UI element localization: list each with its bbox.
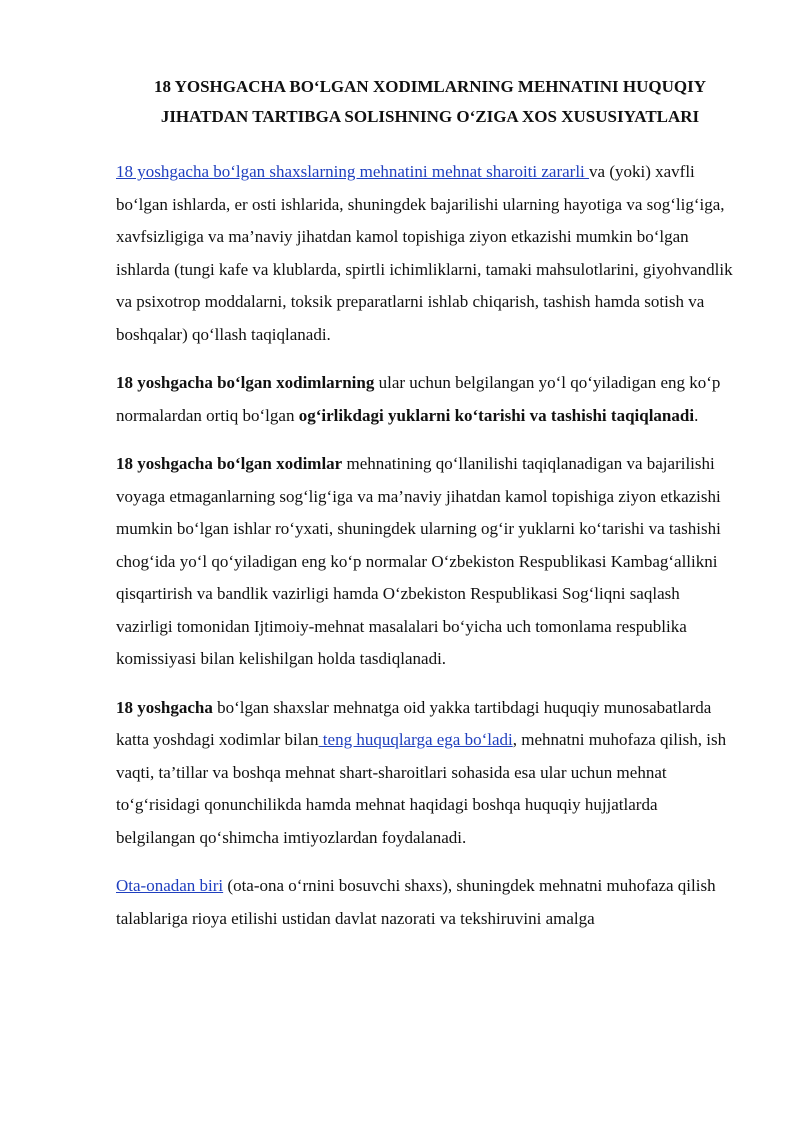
paragraph-4-text-end: , mehnatni muhofaza qilish, ish vaqti, ta’tillar va boshqa mehnat shart-sharoitlari sohasida esa ular uchun mehnat to‘g‘risidagi qonunchilikda hamda mehnat haqidagi boshqa huquqiy hujjatlarda belgilangan qo‘shimcha imtiyozlardan foydalanadi.: [116, 730, 727, 847]
link-one-parent[interactable]: Ota-onadan biri: [116, 876, 224, 895]
link-hazardous-work[interactable]: 18 yoshgacha bo‘lgan shaxslarning mehnatini mehnat sharoiti zararli: [116, 162, 590, 181]
paragraph-2-bold-prohibition: og‘irlikdagi yuklarni ko‘tarishi va tashishi taqiqlanadi: [298, 405, 695, 425]
document-title: [116, 72, 736, 132]
paragraph-4: [116, 692, 736, 855]
title-line-1: 18 YOSHGACHA BO‘LGAN XODIMLARNING MEHNATINI HUQUQIY: [153, 77, 707, 96]
link-equal-rights[interactable]: teng huquqlarga ega bo‘ladi: [318, 730, 513, 749]
paragraph-2-bold-subject: 18 yoshgacha bo‘lgan xodimlarning: [116, 373, 375, 392]
paragraph-2-end: .: [694, 405, 699, 425]
title-line-2: JIHATDAN TARTIBGA SOLISHNING O‘ZIGA XOS XUSUSIYATLARI: [160, 107, 700, 126]
paragraph-1-text: va (yoki) xavfli bo‘lgan ishlarda, er osti ishlarida, shuningdek bajarilishi ularning hayotiga va sog‘lig‘iga, xavfsizligiga va ma’naviy jihatdan kamol topishiga ziyon etkazishi mumkin bo‘lgan ishlarda (tungi kafe va klublarda, spirtli ichimliklarni, tamaki mahsulotlarini, giyohvandlik va psixotrop moddalarni, toksik preparatlarni ishlab chiqarish, tashish hamda sotish va boshqalar) qo‘llash taqiqlanadi.: [116, 162, 733, 344]
paragraph-2: [116, 367, 736, 432]
paragraph-4-text: bo‘lgan shaxslar mehnatga oid yakka tartibdagi huquqiy munosabatlarda katta yoshdagi xodimlar bilan: [116, 697, 712, 749]
paragraph-3-text: mehnatining qo‘llanilishi taqiqlanadigan va bajarilishi voyaga etmaganlarning sog‘lig‘iga va ma’naviy jihatdan kamol topishiga ziyon etkazishi mumkin bo‘lgan ishlar ro‘yxati, shuningdek ularning og‘ir yuklarni ko‘tarishi va tashishi chog‘ida yo‘l qo‘yiladigan eng ko‘p normalar O‘zbekiston Respublikasi Kambag‘allikni qisqartirish va bandlik vazirligi hamda O‘zbekiston Respublikasi Sog‘liqni saqlash vazirligi tomonidan Ijtimoiy-mehnat masalalari bo‘yicha uch tomonlama respublika komissiyasi bilan kelishilgan holda tasdiqlanadi.: [116, 454, 721, 668]
paragraph-1: [116, 156, 736, 351]
paragraph-3-bold-subject: 18 yoshgacha bo‘lgan xodimlar: [116, 454, 343, 473]
paragraph-3: [116, 448, 736, 676]
paragraph-4-bold-subject: 18 yoshgacha: [116, 697, 213, 717]
paragraph-5-text: (ota-ona o‘rnini bosuvchi shaxs), shuningdek mehnatni muhofaza qilish talablariga rioya etilishi ustidan davlat nazorati va tekshiruvini amalga: [116, 876, 716, 928]
paragraph-5: [116, 870, 736, 935]
paragraph-2-text: ular uchun belgilangan yo‘l qo‘yiladigan eng ko‘p normalardan ortiq bo‘lgan: [116, 373, 721, 425]
